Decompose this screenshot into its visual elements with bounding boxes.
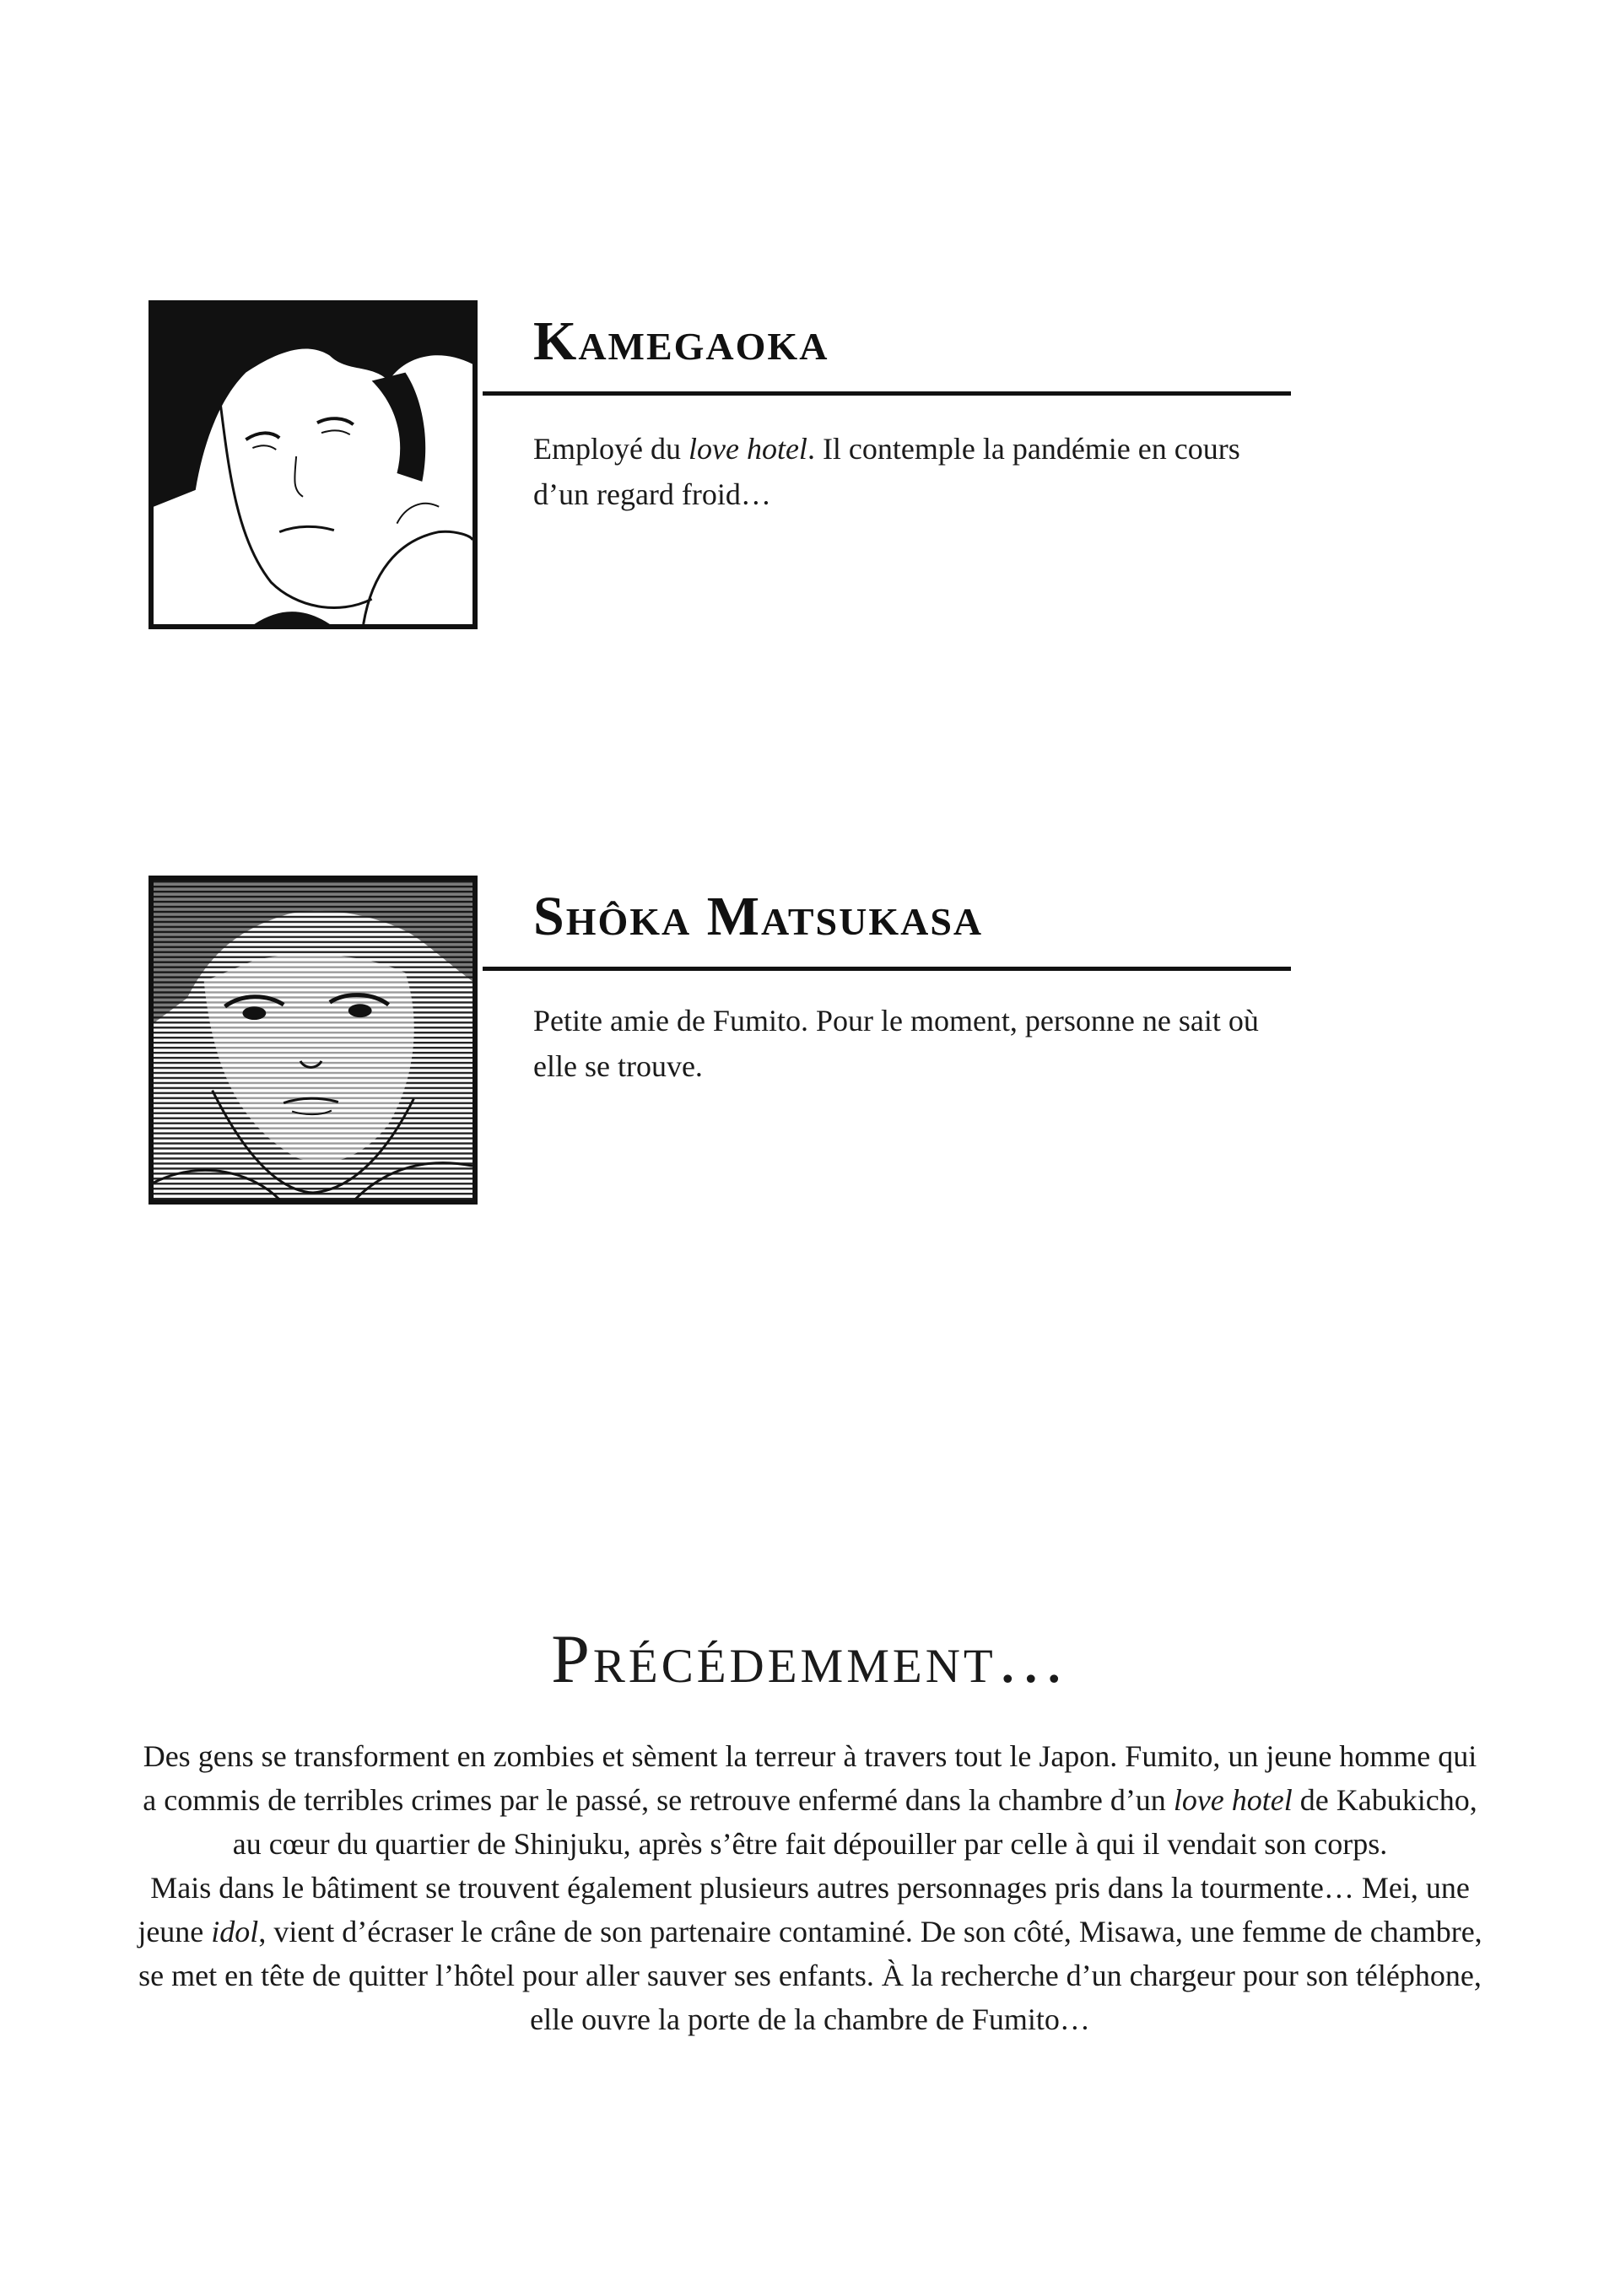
kamegaoka-description-post: . Il contemple la pandémie en cours d’un regard froid… — [533, 432, 1240, 511]
previously-synopsis — [135, 1734, 1485, 2041]
synopsis-paragraph-2-italic: idol — [211, 1915, 259, 1948]
kamegaoka-portrait — [148, 300, 478, 629]
shoka-matsukasa-divider — [483, 967, 1291, 971]
shoka-matsukasa-description: Petite amie de Fumito. Pour le moment, personne ne sait où elle se trouve. — [533, 1004, 1259, 1083]
synopsis-paragraph-2-a: Mais dans le bâtiment se trouvent également plusieurs autres personnages pris dans la tourmente… Mei, une jeune — [138, 1871, 1470, 1948]
shoka-matsukasa-portrait-drawing — [154, 881, 472, 1199]
shoka-matsukasa-name: Shôka Matsukasa — [533, 886, 984, 947]
kamegaoka-name: Kamegaoka — [533, 310, 829, 372]
kamegaoka-portrait-drawing — [154, 305, 472, 624]
kamegaoka-description-pre: Employé du — [533, 432, 688, 466]
kamegaoka-divider — [483, 391, 1291, 396]
synopsis-paragraph-1-a: Des gens se transforment en zombies et sèment la terreur à travers tout le Japon. Fumito, un jeune homme qui a commis de terribles crimes par le passé, se retrouve enfermé dans la chambre d’un — [143, 1739, 1477, 1817]
synopsis-paragraph-1-italic: love hotel — [1173, 1783, 1293, 1817]
kamegaoka-description — [533, 426, 1293, 517]
synopsis-paragraph-2 — [135, 1866, 1485, 2041]
kamegaoka-description-italic: love hotel — [688, 432, 807, 466]
previously-title: Précédemment… — [551, 1620, 1069, 1697]
synopsis-paragraph-2-b: , vient d’écraser le crâne de son partenaire contaminé. De son côté, Misawa, une femme de chambre, se met en tête de quitter l’hôtel pour aller sauver ses enfants. À la recherche d’un chargeur pour son téléphone, elle ouvre la porte de la chambre de Fumito… — [138, 1915, 1482, 2036]
synopsis-paragraph-1-b: de Kabukicho, au cœur du quartier de Shinjuku, après s’être fait dépouiller par celle à qui il vendait son corps. — [232, 1783, 1477, 1861]
shoka-matsukasa-portrait — [148, 876, 478, 1205]
synopsis-paragraph-1 — [135, 1734, 1485, 1866]
